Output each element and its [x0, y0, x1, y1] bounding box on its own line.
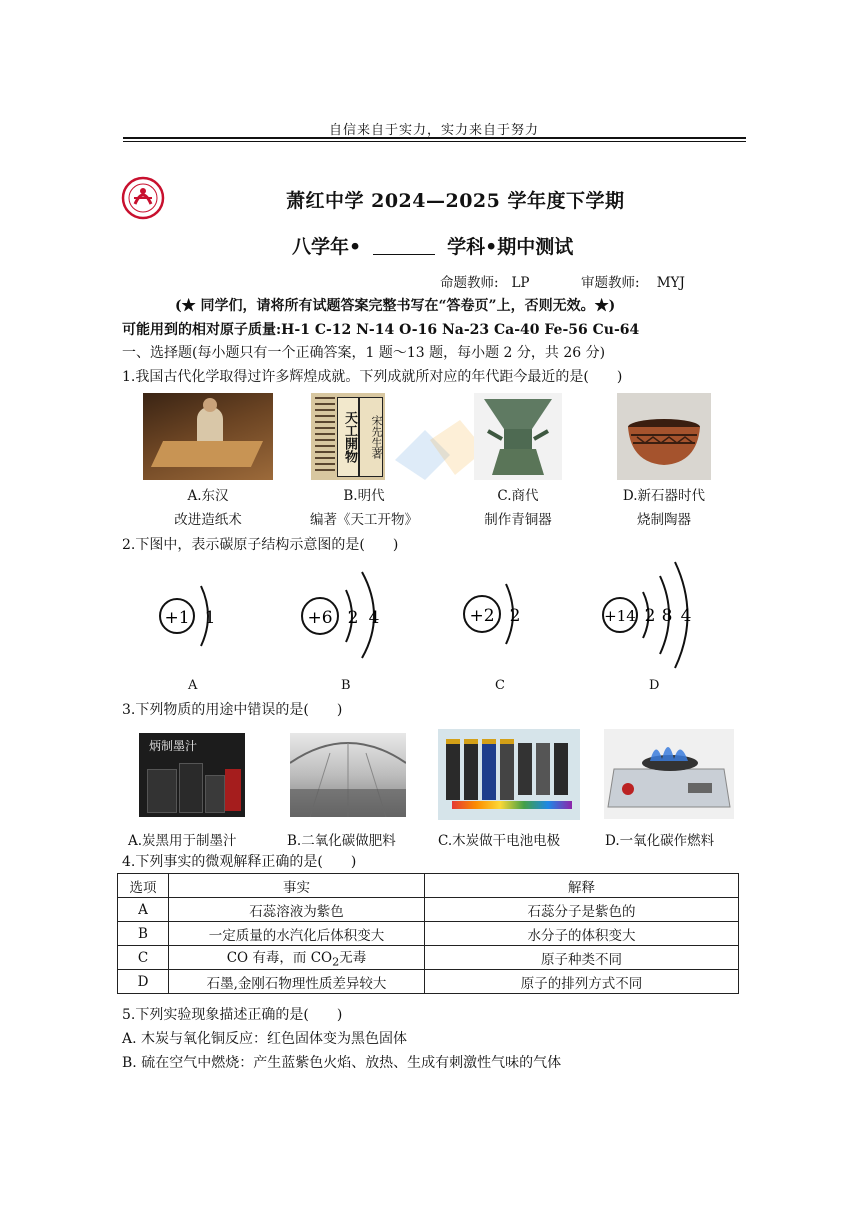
gas-stove-photo — [604, 729, 734, 819]
atom-d-shell-2: 8 — [661, 606, 673, 626]
atom-a-shell-1: 1 — [204, 608, 216, 628]
q5-option-b: B. 硫在空气中燃烧：产生蓝紫色火焰、放热、生成有刺激性气味的气体 — [122, 1055, 562, 1071]
school-logo-icon — [121, 176, 165, 220]
table-cell-explanation: 原子的排列方式不同 — [425, 970, 739, 994]
q3-option-c: C.木炭做干电池电极 — [438, 833, 561, 849]
ink-box-label: 炳制墨汁 — [149, 739, 198, 753]
atom-c-nucleus: +2 — [469, 606, 495, 626]
atom-d-nucleus: +14 — [604, 607, 636, 625]
table-header-row — [118, 874, 739, 898]
atom-diagram-a — [155, 580, 225, 655]
q2-stem: 2.下图中，表示碳原子结构示意图的是( ) — [122, 537, 399, 553]
q1-option-d — [589, 484, 739, 532]
fact-text-b: 无毒 — [339, 950, 367, 967]
section-heading: 一、选择题(每小题只有一个正确答案，1 题～13 题，每小题 2 分，共 26 分) — [122, 345, 606, 361]
atomic-masses: 可能用到的相对原子质量:H-1 C-12 N-14 O-16 Na-23 Ca-40 Fe-56 Cu-64 — [122, 322, 640, 338]
atom-diagram-b — [298, 568, 393, 660]
atom-b-nucleus: +6 — [307, 608, 333, 628]
book-cover-photo — [311, 393, 385, 480]
table-header-cell: 解释 — [425, 874, 739, 898]
subject-blank — [373, 236, 435, 255]
q1-stem: 1.我国古代化学取得过许多辉煌成就。下列成就所对应的年代距今最近的是( ) — [122, 369, 623, 385]
table-cell-option: D — [118, 970, 169, 994]
ink-photo — [139, 733, 245, 817]
q3-option-d: D.一氧化碳作燃料 — [605, 833, 715, 849]
q1-a-era: A.东汉 — [187, 488, 229, 504]
q4-stem: 4.下列事实的微观解释正确的是( ) — [122, 854, 357, 870]
atom-diagram-c — [460, 577, 530, 652]
table-cell-option: A — [118, 898, 169, 922]
q1-a-desc: 改进造纸术 — [174, 512, 242, 528]
atom-label-a: A — [188, 678, 198, 693]
q1-option-b — [289, 484, 439, 532]
table-header-cell: 选项 — [118, 874, 169, 898]
table-cell-explanation: 原子种类不同 — [425, 946, 739, 970]
table-row — [118, 970, 739, 994]
atom-diagram-d — [600, 558, 700, 670]
atom-b-shell-1: 2 — [347, 608, 359, 628]
atom-b-shell-2: 4 — [368, 608, 380, 628]
header-rule-thin — [123, 141, 746, 142]
atom-label-b: B — [341, 678, 351, 693]
atom-d-shell-1: 2 — [644, 606, 656, 626]
author-label: 命题教师: — [440, 275, 499, 291]
table-header-cell: 事实 — [169, 874, 425, 898]
q1-c-era: C.商代 — [497, 488, 539, 504]
exam-notice: (★ 同学们，请将所有试题答案完整书写在“答卷页”上，否则无效。★) — [175, 298, 616, 314]
table-cell-explanation: 石蕊分子是紫色的 — [425, 898, 739, 922]
header-rule-thick — [123, 137, 746, 139]
subtitle-prefix: 八学年• — [292, 236, 362, 258]
pottery-photo — [617, 393, 711, 480]
atom-c-shell-1: 2 — [509, 606, 521, 626]
q1-b-era: B.明代 — [343, 488, 385, 504]
q4-table — [117, 873, 739, 994]
table-row — [118, 898, 739, 922]
q3-option-a: A.炭黑用于制墨汁 — [128, 833, 237, 849]
book-author-text: 宋先生著 — [359, 397, 383, 477]
atom-a-nucleus: +1 — [164, 608, 190, 628]
q5-stem: 5.下列实验现象描述正确的是( ) — [122, 1007, 343, 1023]
table-row — [118, 922, 739, 946]
q1-b-desc: 编著《天工开物》 — [310, 512, 418, 528]
fact-subscript: 2 — [332, 955, 340, 969]
subtitle-suffix: 学科•期中测试 — [447, 236, 574, 258]
q1-d-era: D.新石器时代 — [622, 488, 706, 504]
q5-option-a: A. 木炭与氧化铜反应：红色固体变为黑色固体 — [122, 1031, 408, 1047]
header-motto: 自信来自于实力，实力来自于努力 — [328, 123, 539, 138]
atom-d-shell-3: 4 — [680, 606, 692, 626]
page-subtitle — [292, 232, 573, 259]
watermark-logo-icon — [395, 420, 485, 490]
book-title-text: 天工開物 — [337, 397, 359, 477]
greenhouse-photo — [290, 733, 406, 817]
q1-d-desc: 烧制陶器 — [637, 512, 691, 528]
table-cell-fact: 石蕊溶液为紫色 — [169, 898, 425, 922]
page-title: 萧红中学 2024—2025 学年度下学期 — [286, 190, 625, 212]
table-cell-explanation: 水分子的体积变大 — [425, 922, 739, 946]
table-cell-fact: 石墨,金刚石物理性质差异较大 — [169, 970, 425, 994]
fact-text-a: CO 有毒，而 CO — [226, 950, 333, 967]
q3-option-b: B.二氧化碳做肥料 — [287, 833, 396, 849]
table-cell-option: C — [118, 946, 169, 970]
bronze-vessel-photo — [474, 393, 562, 480]
atom-label-c: C — [495, 678, 505, 693]
author-name: LP — [511, 275, 530, 291]
battery-photo — [438, 729, 580, 820]
atom-label-d: D — [649, 678, 660, 693]
q1-c-desc: 制作青铜器 — [484, 512, 552, 528]
table-cell-fact: 一定质量的水汽化后体积变大 — [169, 922, 425, 946]
reviewer-name: MYJ — [656, 275, 685, 291]
table-row — [118, 946, 739, 970]
papermaking-photo — [143, 393, 273, 480]
table-cell-option: B — [118, 922, 169, 946]
q1-option-a — [133, 484, 283, 532]
table-cell-fact — [169, 946, 425, 970]
reviewer-label: 审题教师: — [581, 275, 640, 291]
teacher-info — [440, 271, 685, 291]
q3-stem: 3.下列物质的用途中错误的是( ) — [122, 702, 343, 718]
q1-option-c — [443, 484, 593, 532]
